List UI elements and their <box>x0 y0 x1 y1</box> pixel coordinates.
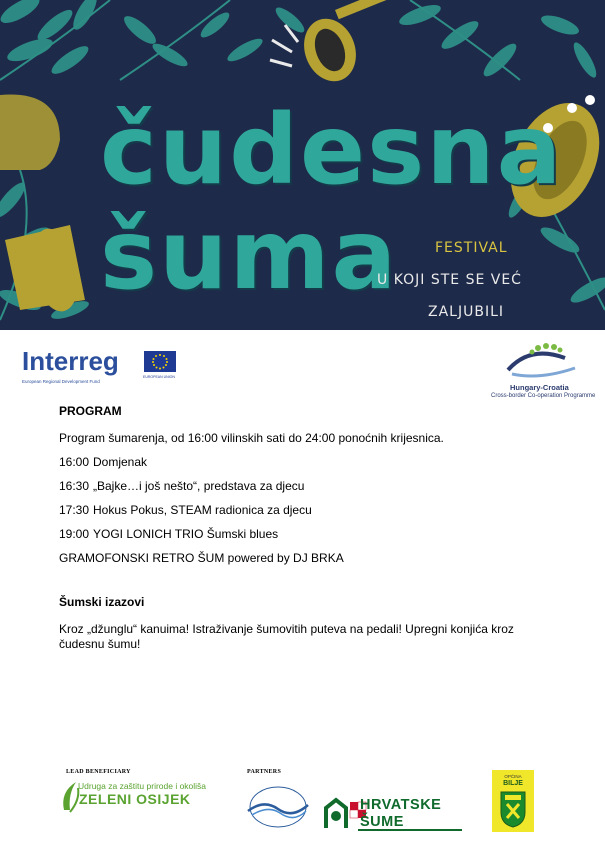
bilje-coat-of-arms <box>492 770 534 832</box>
schedule-time: 16:00 <box>59 455 90 469</box>
program-intro: Program šumarenja, od 16:00 vilinskih sati do 24:00 ponoćnih krijesnica. <box>59 431 444 445</box>
interreg-wordmark: Interreg <box>22 346 119 376</box>
programme-name: Hungary-Croatia <box>510 383 569 392</box>
challenges-text: Kroz „džunglu“ kanuima! Istraživanje šumovitih puteva na pedali! Upregni konjića kroz čudesnu šumu! <box>59 622 514 651</box>
tagline-line2: U KOJI STE SE VEĆ <box>377 272 522 288</box>
schedule-event: „Bajke…i još nešto“, predstava za djecu <box>93 479 305 493</box>
lead-org-subtitle: Udruga za zaštitu prirode i okoliša <box>78 781 207 791</box>
hrvatske-sume-line1: HRVATSKE <box>360 797 442 813</box>
hrvatske-sume-name <box>360 797 441 831</box>
schedule-item <box>59 527 529 541</box>
eu-flag-icon <box>144 351 176 372</box>
schedule-item <box>59 455 529 469</box>
festival-title-line1: čudesna <box>100 94 564 206</box>
partner-water-logo-icon <box>244 785 312 830</box>
tagline-festival: FESTIVAL <box>435 240 508 256</box>
schedule-item <box>59 503 529 517</box>
partners-label: PARTNERS <box>247 769 282 775</box>
schedule-time: 16:30 <box>59 479 90 493</box>
hungary-croatia-logo-icon <box>490 340 600 385</box>
program-heading: PROGRAM <box>59 404 122 418</box>
bilje-shield-icon <box>499 790 527 828</box>
programme-subtitle: Cross-border Co-operation Programme <box>491 393 596 399</box>
bilje-name: BILJE <box>503 780 523 787</box>
schedule-event: Domjenak <box>93 455 148 469</box>
festival-banner <box>0 0 605 330</box>
bilje-municipality-label: OPĆINA <box>504 774 522 779</box>
eu-caption: EUROPEAN UNION <box>143 375 175 379</box>
festival-title-line2: šuma <box>100 199 399 311</box>
program-content <box>59 404 529 652</box>
schedule-event: YOGI LONICH TRIO Šumski blues <box>93 527 279 541</box>
lead-beneficiary-label: LEAD BENEFICIARY <box>66 769 131 775</box>
schedule-event: Hokus Pokus, STEAM radionica za djecu <box>93 503 312 517</box>
interreg-subtitle: European Regional Development Fund <box>22 379 100 384</box>
lead-org-name: ZELENI OSIJEK <box>79 791 191 807</box>
schedule-item <box>59 479 529 493</box>
interreg-logo <box>22 346 119 384</box>
hrvatske-sume-line2: ŠUME <box>360 814 404 830</box>
schedule-time: 17:30 <box>59 503 90 517</box>
program-closing: GRAMOFONSKI RETRO ŠUM powered by DJ BRKA <box>59 551 344 565</box>
tagline-line3: ZALJUBILI <box>428 304 505 320</box>
schedule-time: 19:00 <box>59 527 90 541</box>
challenges-heading: Šumski izazovi <box>59 595 145 609</box>
